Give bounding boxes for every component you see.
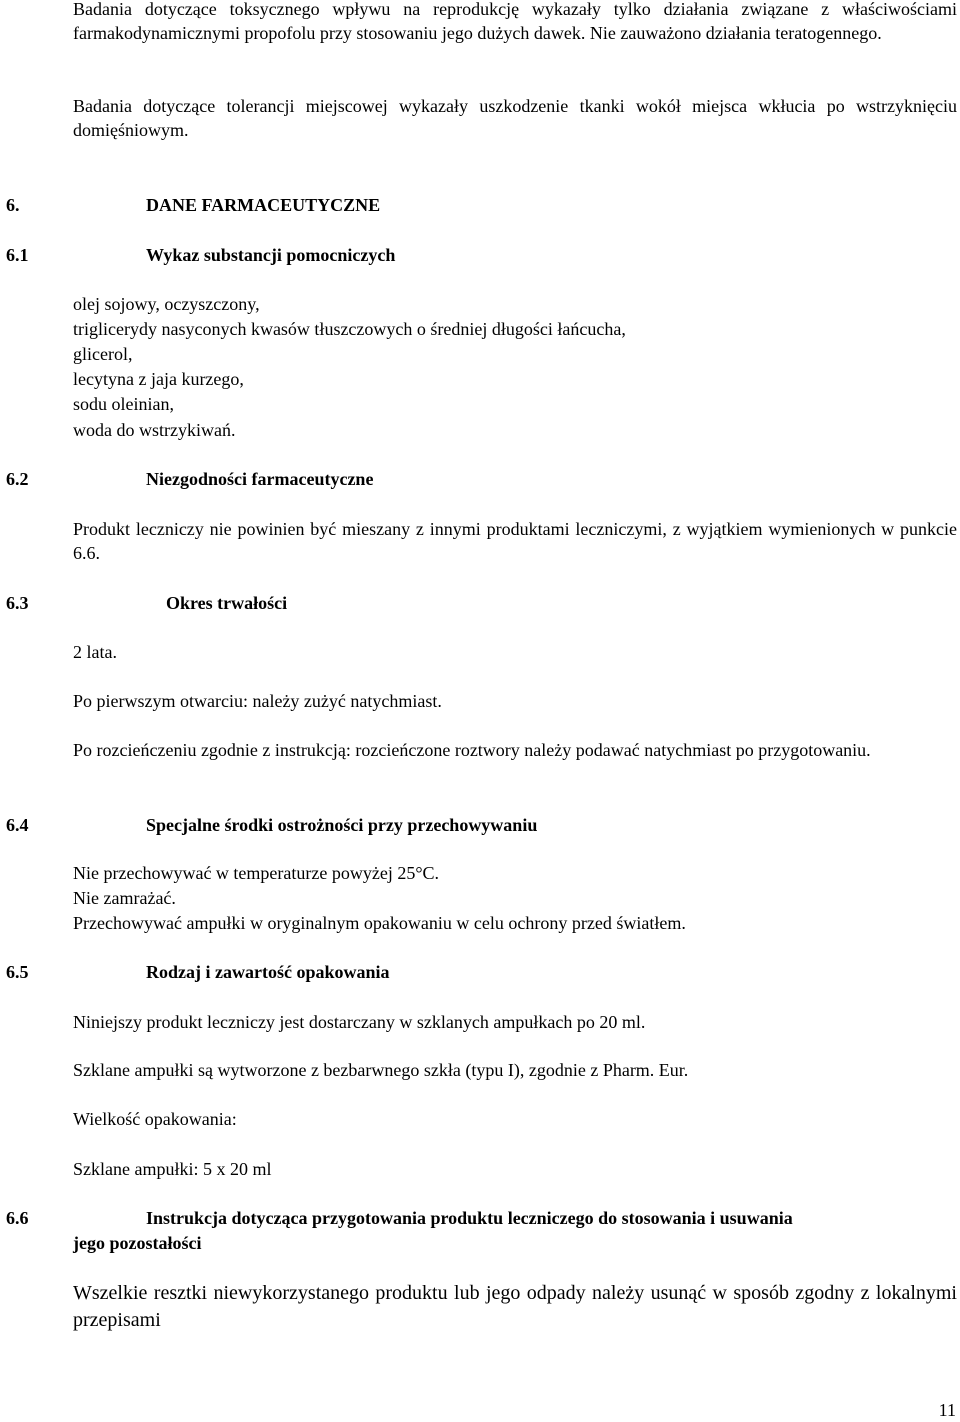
- section-6-4-title: Specjalne środki ostrożności przy przechowywaniu: [146, 815, 538, 835]
- section-6-2-number: 6.2: [6, 469, 29, 489]
- section-6-4-number: 6.4: [6, 815, 29, 835]
- section-6-6-title-line1: Instrukcja dotycząca przygotowania produktu leczniczego do stosowania i usuwania: [146, 1208, 793, 1228]
- storage-line: Nie zamrażać.: [73, 888, 176, 908]
- page-number: 11: [938, 1400, 956, 1420]
- container-description: Niniejszy produkt leczniczy jest dostarczany w szklanych ampułkach po 20 ml.: [73, 1012, 646, 1032]
- pack-size-label: Wielkość opakowania:: [73, 1109, 237, 1129]
- shelf-life-text: 2 lata.: [73, 642, 117, 662]
- section-6-6-title-line2: jego pozostałości: [73, 1233, 202, 1253]
- after-opening-text: Po pierwszym otwarciu: należy zużyć natychmiast.: [73, 691, 442, 711]
- section-6-1-number: 6.1: [6, 245, 29, 265]
- excipient-item: triglicerydy nasyconych kwasów tłuszczowych o średniej długości łańcucha,: [73, 319, 626, 339]
- section-6-6-number: 6.6: [6, 1208, 29, 1228]
- intro-paragraph-reproduction: Badania dotyczące toksycznego wpływu na reprodukcję wykazały tylko działania związane z właściwościami farmakodynamicznymi propofolu przy stosowaniu jego dużych dawek. Nie zauważono działania teratogennego.: [73, 0, 957, 43]
- section-6-5-number: 6.5: [6, 962, 29, 982]
- section-6-2-title: Niezgodności farmaceutyczne: [146, 469, 374, 489]
- section-6-3-title: Okres trwałości: [166, 593, 288, 613]
- section-6-title: DANE FARMACEUTYCZNE: [146, 195, 381, 215]
- disposal-text: Wszelkie resztki niewykorzystanego produktu lub jego odpady należy usunąć w sposób zgodny z lokalnymi przepisami: [73, 1282, 957, 1331]
- after-dilution-text: Po rozcieńczeniu zgodnie z instrukcją: rozcieńczone roztwory należy podawać natychmiast po przygotowaniu.: [73, 740, 871, 760]
- excipient-item: glicerol,: [73, 344, 133, 364]
- excipient-item: olej sojowy, oczyszczony,: [73, 294, 260, 314]
- storage-line: Nie przechowywać w temperaturze powyżej 25°C.: [73, 863, 440, 883]
- section-6-5-title: Rodzaj i zawartość opakowania: [146, 962, 390, 982]
- storage-line: Przechowywać ampułki w oryginalnym opakowaniu w celu ochrony przed światłem.: [73, 913, 686, 933]
- section-6-number: 6.: [6, 195, 20, 215]
- section-6-1-title: Wykaz substancji pomocniczych: [146, 245, 396, 265]
- excipient-item: woda do wstrzykiwań.: [73, 420, 236, 440]
- excipient-item: sodu oleinian,: [73, 394, 174, 414]
- section-6-3-number: 6.3: [6, 593, 29, 613]
- excipient-item: lecytyna z jaja kurzego,: [73, 369, 244, 389]
- incompatibilities-text: Produkt leczniczy nie powinien być mieszany z innymi produktami leczniczymi, z wyjątkiem wymienionych w punkcie 6.6.: [73, 519, 957, 563]
- intro-paragraph-tolerance: Badania dotyczące tolerancji miejscowej wykazały uszkodzenie tkanki wokół miejsca wkłucia po wstrzyknięciu domięśniowym.: [73, 96, 957, 140]
- container-material: Szklane ampułki są wytworzone z bezbarwnego szkła (typu I), zgodnie z Pharm. Eur.: [73, 1060, 689, 1080]
- pack-size-value: Szklane ampułki: 5 x 20 ml: [73, 1159, 272, 1179]
